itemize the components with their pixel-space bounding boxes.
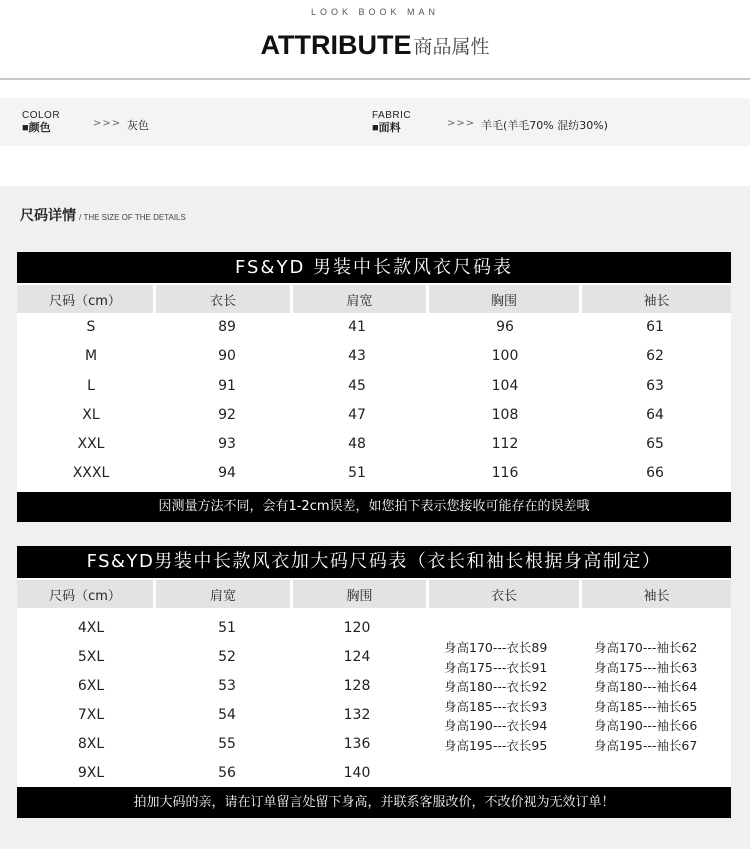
table1-cell-size: S [86, 319, 96, 335]
bullet-icon: ■ [372, 122, 379, 134]
table2-cell-size: 7XL [77, 707, 105, 723]
sleeve-note: 身高175---袖长63 [594, 659, 698, 675]
table2-cell-chest: 128 [343, 678, 371, 694]
table1-cell-length: 94 [218, 465, 236, 481]
sleeve-note: 身高190---袖长66 [594, 718, 698, 733]
table2-cell-shoulder: 55 [218, 736, 236, 752]
table2-cell-chest: 136 [343, 736, 371, 752]
color-label-en: COLOR [22, 110, 61, 121]
table2-cell-size: 4XL [77, 620, 105, 636]
table1-cell-length: 90 [218, 348, 236, 364]
table1-cell-size: XL [82, 407, 100, 423]
title-cn: 商品属性 [413, 36, 490, 58]
table1-cell-length: 92 [218, 407, 236, 423]
table2-header-sleeve: 袖长 [582, 580, 731, 608]
table1-cell-size: L [87, 378, 95, 394]
table1-cell-sleeve: 65 [646, 436, 664, 452]
table2-cell-chest: 132 [343, 707, 371, 723]
table1-header-length: 衣长 [156, 285, 290, 313]
fabric-arrow: >>> [447, 118, 476, 129]
sleeve-note: 身高185---袖长65 [594, 698, 698, 714]
table1-cell-sleeve: 62 [646, 348, 664, 364]
table2-cell-size: 5XL [77, 649, 105, 665]
table2-header-chest: 胸围 [293, 580, 426, 608]
sleeve-note: 身高180---袖长64 [594, 679, 698, 694]
table1-cell-shoulder: 51 [348, 465, 366, 481]
sleeve-by-height-list [594, 638, 697, 755]
table1-cell-sleeve: 66 [646, 465, 664, 481]
table1-cell-chest: 96 [496, 319, 514, 335]
table1-cell-shoulder: 41 [348, 319, 366, 335]
table1-cell-length: 89 [218, 319, 236, 335]
sleeve-note: 身高170---袖长62 [594, 640, 698, 655]
table2-cell-chest: 120 [343, 620, 371, 636]
table1-cell-length: 93 [218, 436, 236, 452]
table1-note: 因测量方法不同，会有1-2cm误差，如您拍下表示您接收可能存在的误差哦 [17, 492, 731, 522]
table2-title: FS&YD男装中长款风衣加大码尺码表（衣长和袖长根据身高制定） [17, 546, 731, 578]
details-title [20, 205, 186, 225]
table2-cell-shoulder: 52 [218, 649, 236, 665]
table1-header-sleeve: 袖长 [582, 285, 731, 313]
table1-cell-size: M [84, 348, 98, 364]
header-divider [0, 78, 750, 80]
table2-header-length: 衣长 [429, 580, 579, 608]
table1-cell-size: XXXL [72, 465, 110, 481]
table1-cell-chest: 108 [491, 407, 519, 423]
length-note: 身高180---衣长92 [444, 679, 548, 694]
table1-header-shoulder: 肩宽 [293, 285, 426, 313]
length-note: 身高175---衣长91 [444, 659, 548, 675]
page-title [0, 30, 750, 61]
table2-cell-size: 6XL [77, 678, 105, 694]
length-note: 身高195---衣长95 [444, 737, 548, 753]
table2-note: 拍加大码的亲，请在订单留言处留下身高，并联系客服改价，不改价视为无效订单！ [17, 787, 731, 818]
fabric-label-en: FABRIC [372, 110, 412, 121]
details-subtitle: / THE SIZE OF THE DETAILS [79, 213, 186, 222]
bullet-icon: ■ [22, 122, 29, 134]
table1-header-size: 尺码（cm） [17, 285, 153, 313]
table1-cell-shoulder: 48 [348, 436, 366, 452]
table2-cell-chest: 140 [343, 765, 371, 781]
fabric-value: 羊毛(羊毛70% 混纺30%) [481, 119, 608, 132]
table1-cell-shoulder: 43 [348, 348, 366, 364]
fabric-label-cn: 面料 [378, 122, 401, 134]
fabric-label [372, 110, 411, 134]
details-title-cn: 尺码详情 [20, 208, 76, 224]
table1-cell-sleeve: 61 [646, 319, 664, 335]
table1-cell-chest: 104 [491, 378, 519, 394]
table1-cell-chest: 112 [491, 436, 519, 452]
table1-cell-length: 91 [218, 378, 236, 394]
table2-cell-size: 9XL [77, 765, 105, 781]
table1-cell-size: XXL [77, 436, 105, 452]
table2-cell-shoulder: 54 [218, 707, 236, 723]
length-by-height-list [444, 638, 547, 755]
table2-cell-shoulder: 56 [218, 765, 236, 781]
color-label [22, 110, 60, 134]
color-arrow: >>> [93, 118, 122, 129]
table1-cell-chest: 116 [491, 465, 519, 481]
sleeve-note: 身高195---袖长67 [594, 737, 698, 753]
table2-header-shoulder: 肩宽 [156, 580, 290, 608]
table2-cell-size: 8XL [77, 736, 105, 752]
color-label-cn: 颜色 [28, 122, 51, 134]
table1-header-chest: 胸围 [429, 285, 579, 313]
table1-title: FS&YD 男装中长款风衣尺码表 [17, 252, 731, 283]
table2-cell-shoulder: 51 [218, 620, 236, 636]
table2-cell-chest: 124 [343, 649, 371, 665]
table1-cell-sleeve: 64 [646, 407, 664, 423]
brand-tagline: LOOK BOOK MAN [310, 7, 440, 17]
table2-cell-shoulder: 53 [218, 678, 236, 694]
length-note: 身高185---衣长93 [444, 698, 548, 714]
table1-cell-shoulder: 45 [348, 378, 366, 394]
length-note: 身高190---衣长94 [444, 718, 548, 733]
table2-header-size: 尺码（cm） [17, 580, 153, 608]
title-en: ATTRIBUTE [260, 30, 412, 60]
color-value: 灰色 [127, 119, 149, 132]
table1-cell-shoulder: 47 [348, 407, 366, 423]
length-note: 身高170---衣长89 [444, 640, 548, 655]
table1-cell-chest: 100 [491, 348, 519, 364]
table1-cell-sleeve: 63 [646, 378, 664, 394]
